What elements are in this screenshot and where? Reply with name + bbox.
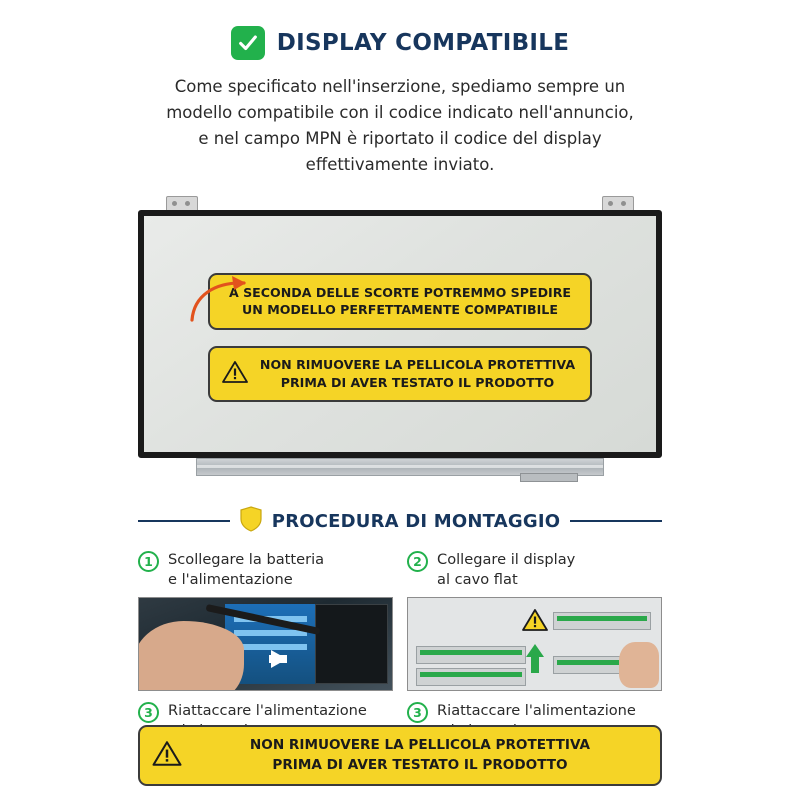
panel-backlight-foil <box>138 458 662 480</box>
step-2-line-2: al cavo flat <box>437 570 518 588</box>
check-icon <box>231 26 265 60</box>
footer-warning-text <box>192 736 648 775</box>
hand-shape <box>138 621 244 691</box>
laptop-internals-photo <box>138 597 393 691</box>
connector-shape-2 <box>416 668 526 686</box>
content-column <box>130 0 670 800</box>
display-panel-illustration <box>138 196 662 480</box>
step-2-text <box>437 550 575 589</box>
step-1 <box>138 550 393 691</box>
step-1-number: 1 <box>138 551 159 572</box>
right-margin <box>670 0 800 800</box>
battery-shape <box>315 604 388 684</box>
section-title: PROCEDURA DI MONTAGGIO <box>271 510 561 532</box>
film-warning-line-1: NON RIMUOVERE LA PELLICOLA PROTETTIVA <box>259 357 576 373</box>
film-warning-text <box>257 356 578 392</box>
step-1-text <box>168 550 324 589</box>
step-3-left-line-1: Riattaccare l'alimentazione <box>168 702 367 720</box>
mount-tab-right <box>602 196 634 211</box>
film-warning-callout <box>208 346 592 402</box>
shield-icon <box>240 506 262 536</box>
flat-cable-connector <box>520 473 578 482</box>
page-title: DISPLAY COMPATIBILE <box>276 30 570 56</box>
step-1-line-2: e l'alimentazione <box>168 570 293 588</box>
warning-triangle-icon <box>222 360 248 389</box>
footer-warning-line-2: PRIMA DI AVER TESTATO IL PRODOTTO <box>272 756 568 773</box>
curved-arrow-icon <box>188 274 258 322</box>
intro-line-4: effettivamente inviato. <box>305 155 495 175</box>
panel-bezel <box>138 210 662 458</box>
green-arrow-icon <box>526 644 544 657</box>
left-margin <box>0 0 130 800</box>
step-2-number: 2 <box>407 551 428 572</box>
flat-cable-connector-photo <box>407 597 662 691</box>
footer-warning-banner <box>138 725 662 786</box>
photo-warning-triangle-icon <box>522 608 548 636</box>
divider-left <box>138 520 230 522</box>
footer-warning-line-1: NON RIMUOVERE LA PELLICOLA PROTETTIVA <box>249 737 591 754</box>
header <box>130 0 670 60</box>
steps-row-1 <box>138 550 662 691</box>
intro-line-1: Come specificato nell'inserzione, spediamo sempre un <box>174 77 626 96</box>
white-arrow-icon <box>271 650 287 668</box>
intro-line-3: e nel campo MPN è riportato il codice del display <box>198 129 602 149</box>
step-1-line-1: Scollegare la batteria <box>168 551 325 569</box>
step-2-line-1: Collegare il display <box>437 551 576 569</box>
panel-screen-surface <box>144 216 656 452</box>
intro-line-2: modello compatibile con il codice indicato nell'annuncio, <box>166 103 634 123</box>
compatibility-callout <box>208 273 592 331</box>
footer-warning-triangle-icon <box>152 740 182 771</box>
panel-mount-tabs <box>138 196 662 210</box>
step-2 <box>407 550 662 691</box>
finger-shape <box>619 642 659 688</box>
divider-right <box>570 520 662 522</box>
compatibility-callout-line-2: UN MODELLO PERFETTAMENTE COMPATIBILE <box>242 302 558 318</box>
intro-paragraph <box>136 74 664 178</box>
connector-shape-3 <box>553 612 651 630</box>
compatibility-callout-line-1: A SECONDA DELLE SCORTE POTREMMO SPEDIRE <box>228 284 572 300</box>
step-2-header <box>407 550 662 589</box>
film-warning-line-2: PRIMA DI AVER TESTATO IL PRODOTTO <box>280 375 555 391</box>
section-heading <box>138 506 662 536</box>
connector-shape-1 <box>416 646 526 664</box>
step-3-right-line-1: Riattaccare l'alimentazione <box>437 702 636 720</box>
mount-tab-left <box>166 196 198 211</box>
step-3-left-number: 3 <box>138 702 159 723</box>
step-1-header <box>138 550 393 589</box>
step-3-right-number: 3 <box>407 702 428 723</box>
